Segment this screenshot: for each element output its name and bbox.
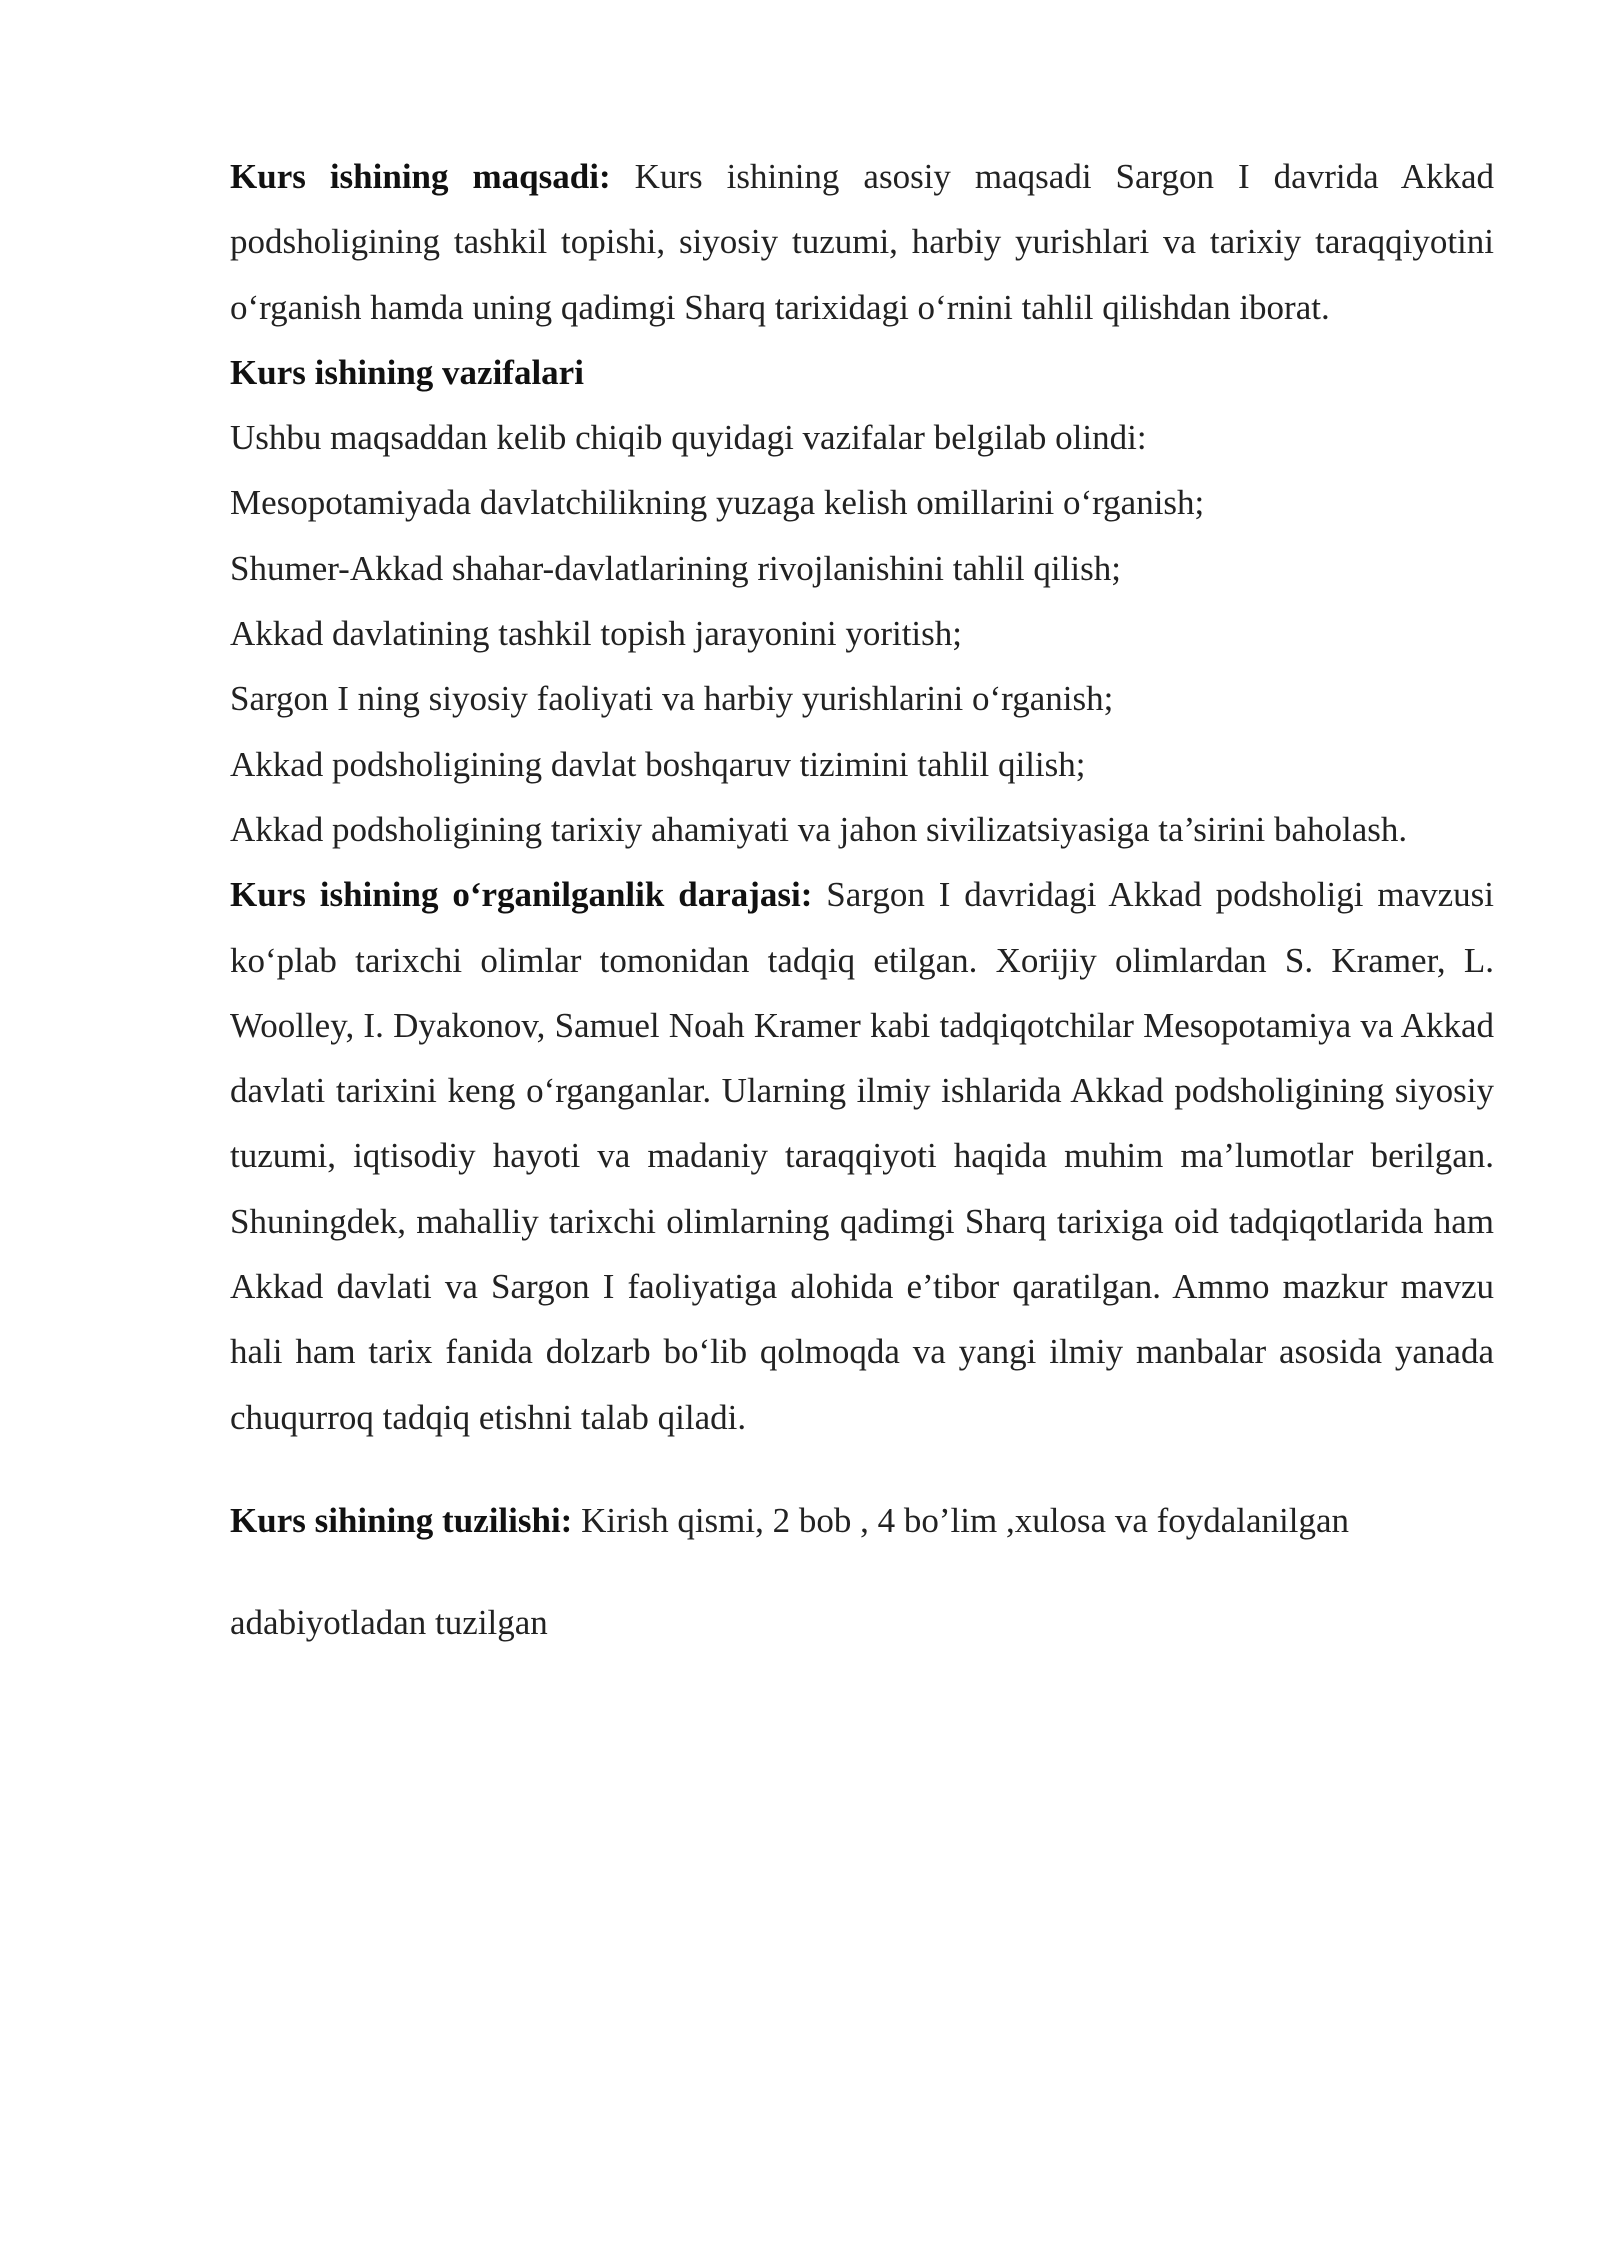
purpose-paragraph: [230, 144, 1494, 340]
structure-text: Kirish qismi, 2 bob , 4 bo’lim ,xulosa va foydalanilgan: [572, 1500, 1350, 1540]
study-level-text: Sargon I davridagi Akkad podsholigi mavzusi ko‘plab tarixchi olimlar tomonidan tadqiq etilgan. Xorijiy olimlardan S. Kramer, L. Woolley, I. Dyakonov, Samuel Noah Kramer kabi tadqiqotchilar Mesopotamiya va Akkad davlati tarixini keng o‘rganganlar. Ularning ilmiy ishlarida Akkad podsholigining siyosiy tuzumi, iqtisodiy hayoti va madaniy taraqqiyoti haqida muhim ma’lumotlar berilgan. Shuningdek, mahalliy tarixchi olimlarning qadimgi Sharq tarixiga oid tadqiqotlarida ham Akkad davlati va Sargon I faoliyatiga alohida e’tibor qaratilgan. Ammo mazkur mavzu hali ham tarix fanida dolzarb bo‘lib qolmoqda va yangi ilmiy manbalar asosida yanada chuqurroq tadqiq etishni talab qiladi.: [230, 875, 1494, 1437]
paragraph-spacer: [230, 1553, 1494, 1590]
tasks-intro: Ushbu maqsaddan kelib chiqib quyidagi vazifalar belgilab olindi:: [230, 418, 1147, 458]
study-level-paragraph: [230, 862, 1494, 1450]
task-item: Mesopotamiyada davlatchilikning yuzaga kelish omillarini o‘rganish;: [230, 483, 1205, 523]
document-body: [230, 144, 1494, 1656]
paragraph-spacer: [230, 1450, 1494, 1488]
structure-continuation: adabiyotladan tuzilgan: [230, 1603, 548, 1643]
structure-paragraph: [230, 1488, 1494, 1553]
task-item: Akkad podsholigining davlat boshqaruv tizimini tahlil qilish;: [230, 744, 1086, 784]
purpose-label: Kurs ishining maqsadi:: [230, 157, 611, 196]
purpose-text: Kurs ishining asosiy maqsadi Sargon I davrida Akkad podsholigining tashkil topishi, siyosiy tuzumi, harbiy yurishlari va tarixiy taraqqiyotini o‘rganish hamda uning qadimgi Sharq tarixidagi o‘rnini tahlil qilishdan iborat.: [230, 157, 1494, 327]
structure-label: Kurs sihining tuzilishi:: [230, 1500, 573, 1540]
tasks-heading: Kurs ishining vazifalari: [230, 352, 584, 392]
task-item: Akkad podsholigining tarixiy ahamiyati va jahon sivilizatsiyasiga ta’sirini baholash.: [230, 809, 1408, 849]
task-item: Akkad davlatining tashkil topish jarayonini yoritish;: [230, 614, 962, 654]
study-level-label: Kurs ishining o‘rganilganlik darajasi:: [230, 875, 813, 915]
task-item: Shumer-Akkad shahar-davlatlarining rivojlanishini tahlil qilish;: [230, 548, 1121, 588]
task-item: Sargon I ning siyosiy faoliyati va harbiy yurishlarini o‘rganish;: [230, 679, 1114, 719]
